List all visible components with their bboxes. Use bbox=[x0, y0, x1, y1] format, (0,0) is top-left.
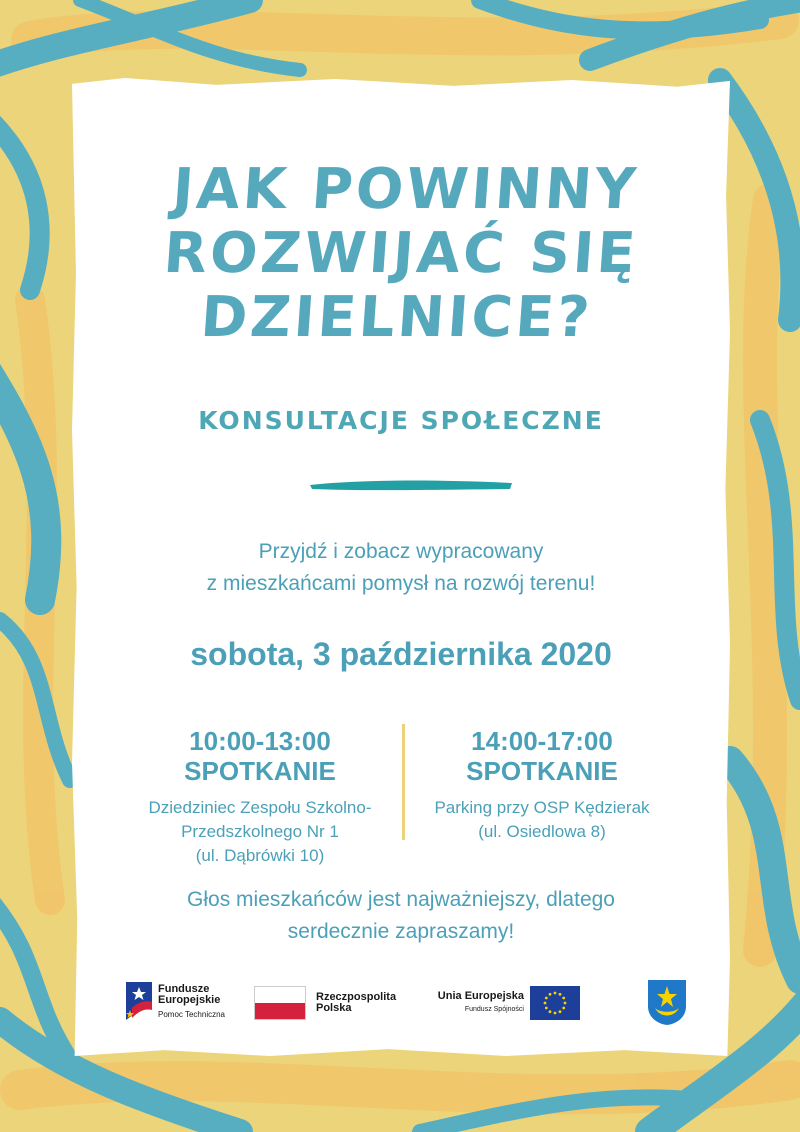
place-line: (ul. Dąbrówki 10) bbox=[195, 846, 325, 865]
session-morning bbox=[110, 726, 410, 868]
rzeczpospolita-polska-logo bbox=[254, 978, 414, 1028]
poster-title bbox=[65, 158, 736, 350]
closing-line: Głos mieszkańców jest najważniejszy, dlatego bbox=[187, 888, 615, 911]
intro-text bbox=[72, 536, 730, 600]
closing-text bbox=[72, 884, 730, 948]
unia-europejska-logo bbox=[432, 978, 584, 1028]
event-date: sobota, 3 października 2020 bbox=[190, 636, 612, 672]
fundusze-text bbox=[158, 984, 225, 1020]
rzeczpospolita-line: Rzeczpospolita bbox=[316, 991, 397, 1003]
eu-flag-icon bbox=[530, 986, 580, 1020]
title-line: JAK POWINNY bbox=[170, 157, 641, 222]
fundusze-line: Europejskie bbox=[158, 994, 221, 1006]
town-crest-icon bbox=[646, 978, 688, 1028]
fundusze-europejskie-logo bbox=[122, 978, 252, 1028]
session-label: SPOTKANIE bbox=[184, 756, 336, 786]
session-afternoon bbox=[392, 726, 692, 844]
brush-stroke-divider bbox=[306, 474, 516, 494]
closing-line: serdecznie zapraszamy! bbox=[287, 920, 515, 943]
rzeczpospolita-text bbox=[316, 992, 396, 1014]
unia-line: Unia Europejska bbox=[437, 990, 524, 1002]
polish-flag-icon bbox=[254, 986, 306, 1020]
title-line: ROZWIJAĆ SIĘ bbox=[161, 221, 641, 286]
place-line: (ul. Osiedlowa 8) bbox=[478, 822, 606, 841]
place-line: Dziedziniec Zespołu Szkolno- bbox=[148, 798, 372, 817]
title-line: DZIELNICE? bbox=[198, 285, 595, 350]
intro-line: z mieszkańcami pomysł na rozwój terenu! bbox=[206, 572, 596, 595]
poster-subtitle: KONSULTACJE SPOŁECZNE bbox=[198, 406, 604, 435]
unia-text bbox=[432, 990, 524, 1013]
fundusze-line: Fundusze bbox=[158, 983, 210, 995]
intro-line: Przyjdź i zobacz wypracowany bbox=[258, 540, 544, 563]
session-time: 14:00-17:00 bbox=[471, 726, 613, 756]
fundusze-line: Pomoc Techniczna bbox=[158, 1010, 225, 1019]
place-line: Parking przy OSP Kędzierak bbox=[434, 798, 650, 817]
session-place bbox=[110, 796, 410, 868]
fundusze-europejskie-star-icon bbox=[122, 978, 154, 1022]
session-label: SPOTKANIE bbox=[466, 756, 618, 786]
session-time: 10:00-13:00 bbox=[189, 726, 331, 756]
rzeczpospolita-line: Polska bbox=[316, 1002, 352, 1014]
place-line: Przedszkolnego Nr 1 bbox=[181, 822, 339, 841]
unia-line: Fundusz Spójności bbox=[464, 1006, 524, 1013]
session-place bbox=[392, 796, 692, 844]
